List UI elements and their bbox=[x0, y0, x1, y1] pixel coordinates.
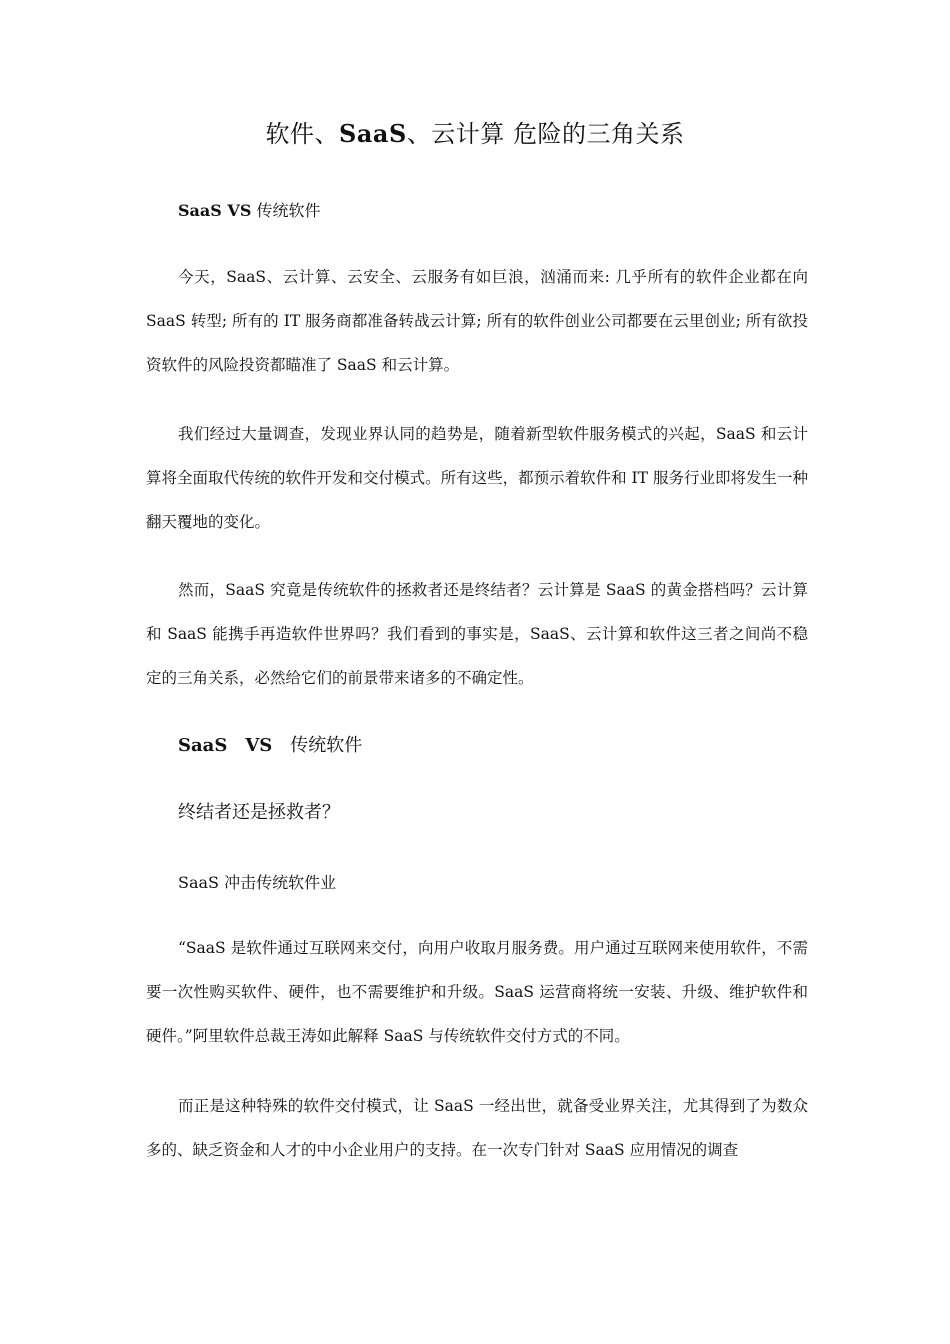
title-part2: 、云计算 危险的三角关系 bbox=[406, 120, 685, 148]
section1-heading bbox=[178, 199, 320, 223]
section2-subheading: 终结者还是拯救者？ bbox=[178, 802, 340, 823]
paragraph-4: “SaaS 是软件通过互联网来交付，向用户收取月服务费。用户通过互联网来使用软件，不需要一次性购买软件、硬件，也不需要维护和升级。SaaS 运营商将统一安装、升级、维护软件和硬件。”阿里软件总裁王涛如此解释 SaaS 与传统软件交付方式的不同。 bbox=[146, 939, 808, 1045]
paragraph-3: 然而，SaaS 究竟是传统软件的拯救者还是终结者？云计算是 SaaS 的黄金搭档吗？云计算和 SaaS 能携手再造软件世界吗？我们看到的事实是，SaaS、云计算和软件这三者之间尚不稳定的三角关系，必然给它们的前景带来诸多的不确定性。 bbox=[146, 581, 808, 687]
paragraph-2: 我们经过大量调查，发现业界认同的趋势是，随着新型软件服务模式的兴起，SaaS 和云计算将全面取代传统的软件开发和交付模式。所有这些，都预示着软件和 IT 服务行业即将发生一种翻天覆地的变化。 bbox=[146, 425, 808, 531]
paragraph-1: 今天，SaaS、云计算、云安全、云服务有如巨浪，汹涌而来: 几乎所有的软件企业都在向 SaaS 转型; 所有的 IT 服务商都准备转战云计算; 所有的软件创业公司都要在云里创业; 所有欲投资软件的风险投资都瞄准了 SaaS 和云计算。 bbox=[146, 268, 808, 374]
section2-heading-bold: SaaS VS bbox=[178, 735, 273, 756]
section1-heading-bold: SaaS VS bbox=[178, 201, 252, 220]
document-title bbox=[0, 114, 950, 154]
title-part1: 软件、 bbox=[265, 120, 340, 148]
section3-heading: SaaS 冲击传统软件业 bbox=[178, 873, 337, 892]
section2-heading-rest: 传统软件 bbox=[272, 735, 363, 756]
title-bold: SaaS bbox=[339, 119, 407, 148]
paragraph-5: 而正是这种特殊的软件交付模式，让 SaaS 一经出世，就备受业界关注，尤其得到了为数众多的、缺乏资金和人才的中小企业用户的支持。在一次专门针对 SaaS 应用情况的调查 bbox=[146, 1097, 808, 1159]
section1-heading-rest: 传统软件 bbox=[251, 201, 321, 220]
section2-heading bbox=[178, 733, 362, 759]
